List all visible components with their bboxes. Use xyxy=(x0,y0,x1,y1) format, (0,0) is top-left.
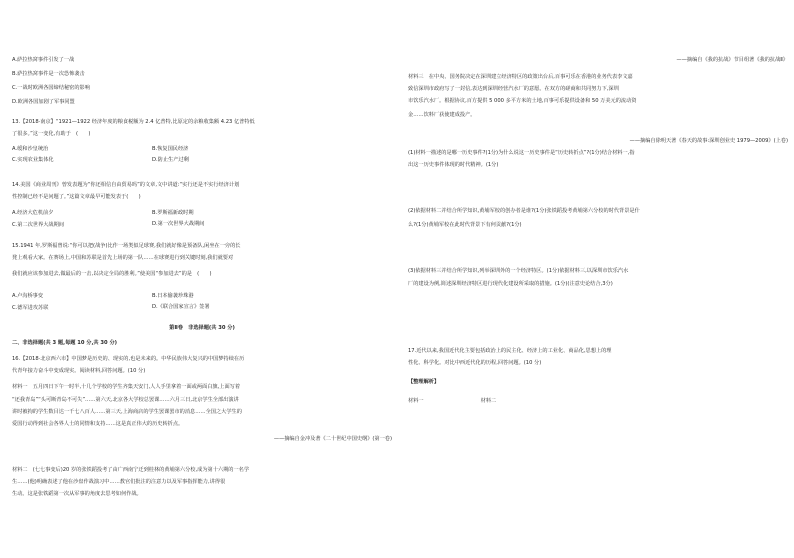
text-line: C.实现农业集体化 xyxy=(12,157,54,163)
text-line: 我们就应该参加进去,做最后的一击,以决定全局的胜利。”使美国“参加进去”的是 ( ) xyxy=(12,271,212,277)
text-line: A.萨拉热窝事件引发了一战 xyxy=(12,57,75,63)
option-b: B.恢复国民经济 xyxy=(152,146,189,152)
text-line: 17.近代以来,我国近代化主要包括政治上的民主化、经济上的工业化、商品化,思想上的理 xyxy=(408,348,612,354)
text-line: 材料三 在中央、国务院决定在深圳建立经济特区的政策出台后,百事可乐在香港的业务代表李文嘉 xyxy=(408,74,633,80)
option-d: D.《联合国家宣言》签署 xyxy=(152,304,210,310)
text-line: “还我青岛”“头可断青岛不可失”……第六天,北京各大学校总罢课……六月三日,北京学生全部出演讲 xyxy=(12,397,239,403)
text-line: C.一战时欧洲各国缔结秘密的影响 xyxy=(12,85,90,91)
text-line: 市饮乐汽水厂。根据协议,百方提供 5 000 多平方米的土地,百事可乐提供设备和 50 万美元的流动资 xyxy=(408,98,637,104)
text-line: 生动。这是张铁蹈第一次从军事的角度去思考如何作战。 xyxy=(12,491,142,497)
text-line: 第Ⅱ卷 非选择题(共 30 分) xyxy=(169,325,235,331)
text-line: (2)依据材料二并结合所学知识,黄埔军校的创办者是谁?(1分)张铁蹈投考黄埔第六分校的时代背景是什 xyxy=(408,208,640,214)
text-line: 16.【2018·北京西六市】中国梦是历史的、现实的,也是未来的。中华民族伟大复兴的中国梦持续在历 xyxy=(12,356,245,362)
text-line: A.经济大危机前夕 xyxy=(12,210,54,216)
text-line: 么?(1分)黄埔军校在此时代背景下有何贡献?(1分) xyxy=(408,222,522,228)
text-line: 了很多。”这一变化,有助于 ( ) xyxy=(12,131,91,137)
text-line: A.卢沟桥事变 xyxy=(12,293,44,299)
text-line: 金……饮料厂获使建成投产。 xyxy=(408,112,476,118)
text-line: 15.1941 年,罗斯福曾说:“你可以把(战争)比作一场类似足球赛,我们就好像是预备队,闲坐在一旁的长 xyxy=(12,243,241,249)
text-line: 出这一历史事件体现的时代精神。(1分) xyxy=(408,162,499,168)
text-line: 材料一 五月四日下午一时半,十几个学校的学生齐集天安门,人人手里拿着一面或两面白旗,上面写着 xyxy=(12,384,241,390)
text-line: ——摘编自金冲及著《二十世纪中国史纲》(第一卷) xyxy=(273,436,392,442)
text-line: 致信深圳市政府写了一封信,表达到深圳经营汽水厂的意愿。在双方的磋商和共同努力下,深圳 xyxy=(408,86,619,92)
text-line: 材料一 材料二 xyxy=(408,398,497,404)
text-line: C.德军进攻苏联 xyxy=(12,305,49,311)
text-line: 【整理解析】 xyxy=(408,379,440,385)
text-line: 二、非选择题(共 3 题,每题 10 分,共 30 分) xyxy=(12,340,118,346)
text-line: (3)依据材料三并结合所学知识,列举深圳外的一个经济特区。(1分)依据材料三,以深圳市饮乐汽水 xyxy=(408,268,629,274)
text-line: 讲时被拘的学生数目达一千七八百人……第三天,上海商店的学生罢课罢市的消息……全国之大学生的 xyxy=(12,409,242,415)
text-line: C.第二次世界大战期间 xyxy=(12,222,64,228)
option-d: D.防止生产过剩 xyxy=(152,157,189,163)
text-line: D.欧洲各国加剧了军事同盟 xyxy=(12,99,75,105)
option-d: D.第一次世界大战期间 xyxy=(152,221,205,227)
text-line: 材料二 (七七事变后)20 岁的张铁蹈投考了由广西南宁迁到桂林的黄埔第六分校,成为第十六期的一名学 xyxy=(12,467,250,473)
text-line: ——摘编自徐明天著《春天的故事:深圳创业史 1979—2009》(上卷) xyxy=(629,138,788,144)
text-line: 性化、科学化。对比中西近代化的历程,回答问题。(10 分) xyxy=(408,360,542,366)
text-line: 代青年接力奋斗中变成现实。阅读材料,回答问题。(10 分) xyxy=(12,368,146,374)
option-b: B.日本偷袭珍珠港 xyxy=(152,293,194,299)
text-line: B.萨拉热窝事件是一次恐怖袭击 xyxy=(12,71,85,77)
text-line: ——摘编自《我的抗战》节目组著《我的抗战Ⅱ》 xyxy=(676,57,788,63)
text-line: 14.美国《商业周刊》曾发表题为“你还相信自由贸易吗”的文章,文中讲道:“实行还是不实行经济计划 xyxy=(12,182,240,188)
text-line: 爱国行动得到社会各界人士的同情和支持……这是真正伟大的历史转折点。 xyxy=(12,421,184,427)
text-line: (1)材料一描述的是哪一历史事件?(1分)为什么说这一历史事件是“历史转折点”?(1分)结合材料一,指 xyxy=(408,150,635,156)
option-b: B.罗斯福新政时期 xyxy=(152,210,194,216)
text-line: 厂的建设为例,简述深圳经济特区进行现代化建设所采取的措施。(1分)(注意史论结合,3分) xyxy=(408,281,613,287)
text-line: 凳上观看大家。在赛场上,中国和苏联是首先上场的第一队……在球赛进行到关键时刻,我们就要对 xyxy=(12,255,234,261)
text-line: 生……(他)明确表述了他在沙盘作战演习中……教官们批注的注意力以及军事指挥能力,讲得很 xyxy=(12,479,226,485)
text-line: 性控制已经不是问题了。”这篇文章最早可能发表于( ) xyxy=(12,194,141,200)
text-line: A.缓和沙皇统治 xyxy=(12,146,49,152)
text-line: 13.【2018·南京】“1921—1922 经济年度的粮食税额为 2.4 亿普特,比原定的余粮收集额 4.23 亿普特低 xyxy=(12,119,255,125)
